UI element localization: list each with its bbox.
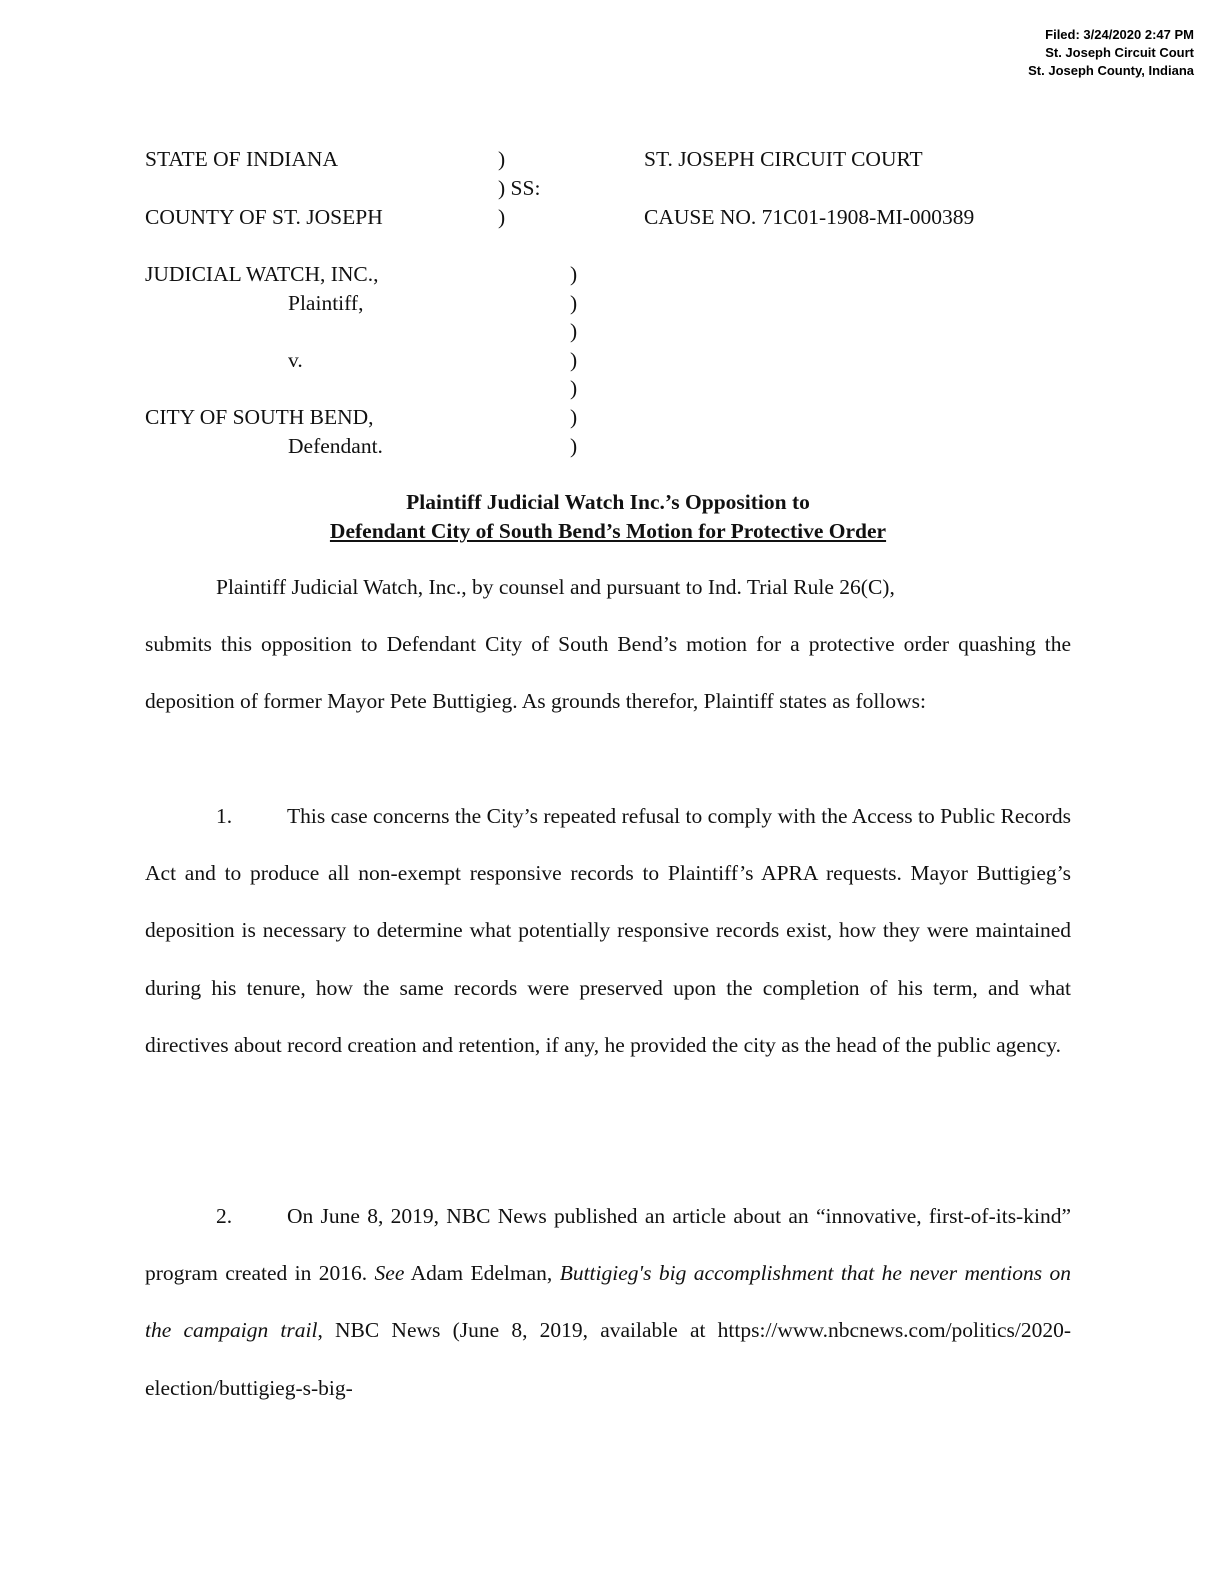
paragraph-number: 1. bbox=[216, 804, 233, 828]
intro-rest: submits this opposition to Defendant City of South Bend’s motion for a protective order quashing the deposition of former Mayor Pete Buttigieg. As grounds therefor, Plaintiff states as follows: bbox=[145, 632, 1071, 714]
defendant-name: CITY OF SOUTH BEND, bbox=[145, 405, 374, 429]
stamp-court: St. Joseph Circuit Court bbox=[1045, 45, 1194, 60]
caption-paren: ) bbox=[498, 147, 506, 171]
paragraph-text: This case concerns the City’s repeated refusal to comply with the Access to Public Records Act and to produce all non-exempt responsive records to Plaintiff’s APRA requests. Mayor Buttigieg’s deposition is necessary to determine what potentially responsive records exist, how they were maintained during his tenure, how the same records were preserved upon the completion of his term, and what directives about record creation and retention, if any, he provided the city as the head of the public agency. bbox=[145, 804, 1071, 1057]
filing-stamp bbox=[1028, 26, 1194, 80]
caption-paren: ) bbox=[570, 348, 578, 372]
document-title-line-2-wrap bbox=[0, 517, 1216, 545]
filed-date: Filed: 3/24/2020 2:47 PM bbox=[1045, 27, 1194, 42]
plaintiff-name: JUDICIAL WATCH, INC., bbox=[145, 262, 379, 286]
article-title: Buttigieg's big accomplishment that he never mentions on the campaign trail bbox=[145, 1261, 1071, 1343]
paragraph-number: 2. bbox=[216, 1204, 233, 1228]
caption-paren: ) bbox=[498, 205, 506, 229]
caption-paren: ) bbox=[570, 262, 578, 286]
citation-source: , NBC News (June 8, 2019, available at https://www.nbcnews.com/politics/2020-election/buttigieg-s-big- bbox=[145, 1318, 1071, 1400]
caption-ss: ) SS: bbox=[498, 176, 541, 200]
caption-paren: ) bbox=[570, 291, 578, 315]
citation-author: Adam Edelman, bbox=[404, 1261, 560, 1286]
caption-state: STATE OF INDIANA bbox=[145, 147, 338, 171]
caption-county: COUNTY OF ST. JOSEPH bbox=[145, 205, 383, 229]
citation-signal: See bbox=[374, 1261, 405, 1286]
document-title-line-1: Plaintiff Judicial Watch Inc.’s Opposition to bbox=[406, 490, 810, 514]
cause-number: CAUSE NO. 71C01-1908-MI-000389 bbox=[644, 205, 975, 229]
caption-court: ST. JOSEPH CIRCUIT COURT bbox=[644, 147, 923, 171]
caption-paren: ) bbox=[570, 376, 578, 400]
document-title-line-2: Defendant City of South Bend’s Motion for Protective Order bbox=[329, 519, 887, 543]
intro-first-line bbox=[145, 559, 1071, 616]
caption-paren: ) bbox=[570, 434, 578, 458]
plaintiff-role: Plaintiff, bbox=[288, 291, 364, 315]
numbered-paragraph bbox=[145, 1188, 1071, 1417]
caption-paren: ) bbox=[570, 405, 578, 429]
numbered-paragraph bbox=[145, 788, 1071, 1074]
stamp-county: St. Joseph County, Indiana bbox=[1028, 63, 1194, 78]
paragraph-text: On June 8, 2019, NBC News published an article about an “innovative, first-of-its-kind” program created in 2016. bbox=[145, 1204, 1071, 1286]
versus: v. bbox=[288, 348, 303, 372]
intro-paragraph bbox=[145, 559, 1071, 731]
caption-paren: ) bbox=[570, 319, 578, 343]
defendant-role: Defendant. bbox=[288, 434, 383, 458]
intro-line-1: Plaintiff Judicial Watch, Inc., by counsel and pursuant to Ind. Trial Rule 26(C), bbox=[216, 575, 895, 599]
